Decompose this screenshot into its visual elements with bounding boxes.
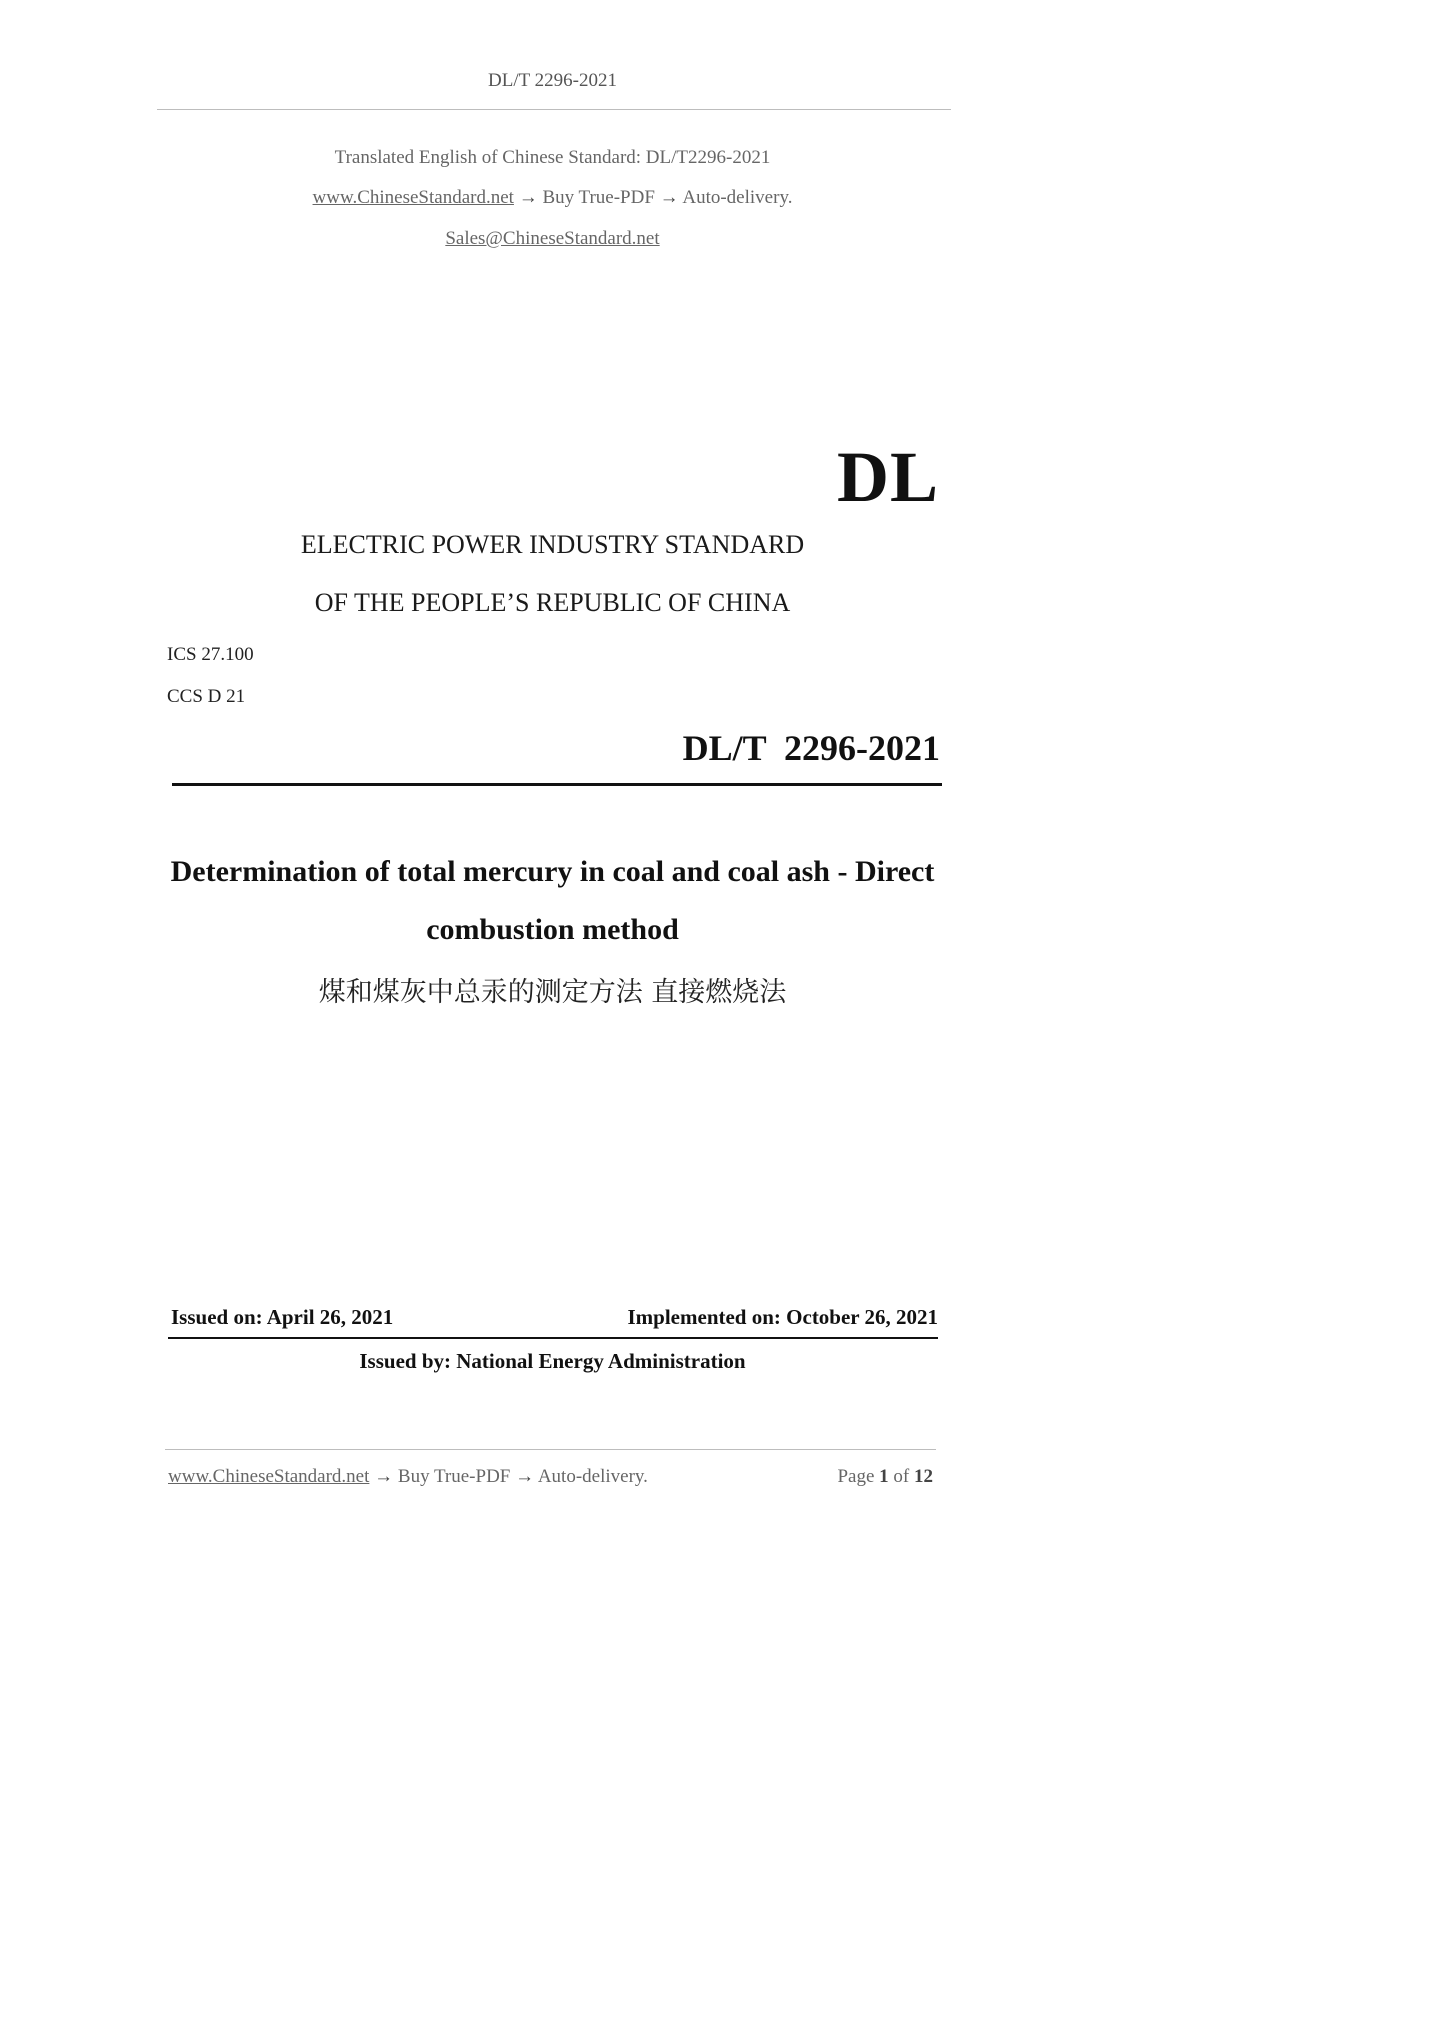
issuing-authority: Issued by: National Energy Administration [359, 1349, 746, 1373]
issue-divider [168, 1337, 938, 1339]
delivery-text: Auto-delivery. [682, 187, 793, 208]
purchase-line [0, 187, 1105, 209]
footer-divider [165, 1449, 936, 1450]
arrow-right-icon: → [515, 1466, 535, 1487]
title-divider [172, 783, 942, 786]
footer-website-link[interactable]: www.ChineseStandard.net [168, 1466, 370, 1487]
issued-on-date: Issued on: April 26, 2021 [171, 1305, 394, 1329]
implemented-on-date: Implemented on: October 26, 2021 [627, 1305, 938, 1329]
page-total: 12 [914, 1466, 933, 1487]
email-link[interactable]: Sales@ChineseStandard.net [445, 228, 660, 249]
header-divider [157, 109, 951, 110]
document-title-line2: combustion method [426, 913, 679, 946]
buy-text: Buy True-PDF [542, 187, 655, 208]
email-line [0, 228, 1105, 250]
standard-number: DL/T 2296-2021 [682, 728, 940, 768]
ics-code: ICS 27.100 [167, 644, 254, 665]
arrow-right-icon: → [518, 187, 538, 208]
running-header: DL/T 2296-2021 [488, 70, 617, 91]
standard-category-line1: ELECTRIC POWER INDUSTRY STANDARD [300, 530, 805, 559]
dl-logo: DL [836, 437, 939, 517]
footer-buy-text: Buy True-PDF [397, 1466, 511, 1487]
ccs-code: CCS D 21 [167, 686, 246, 707]
page-label: Page [837, 1466, 875, 1487]
document-title-chinese: 煤和煤灰中总汞的测定方法 直接燃烧法 [318, 977, 787, 1008]
arrow-right-icon: → [374, 1466, 394, 1487]
website-link[interactable]: www.ChineseStandard.net [312, 187, 514, 208]
translation-notice: Translated English of Chinese Standard: DL/T2296-2021 [334, 147, 771, 168]
footer-delivery-text: Auto-delivery. [537, 1466, 648, 1487]
footer-purchase-line [168, 1466, 648, 1488]
page-current: 1 [879, 1466, 889, 1487]
arrow-right-icon: → [659, 187, 679, 208]
document-title-line1: Determination of total mercury in coal and coal ash - Direct [170, 855, 935, 888]
page-of-label: of [893, 1466, 910, 1487]
standard-category-line2: OF THE PEOPLE’S REPUBLIC OF CHINA [314, 588, 791, 617]
page-indicator [837, 1466, 933, 1488]
